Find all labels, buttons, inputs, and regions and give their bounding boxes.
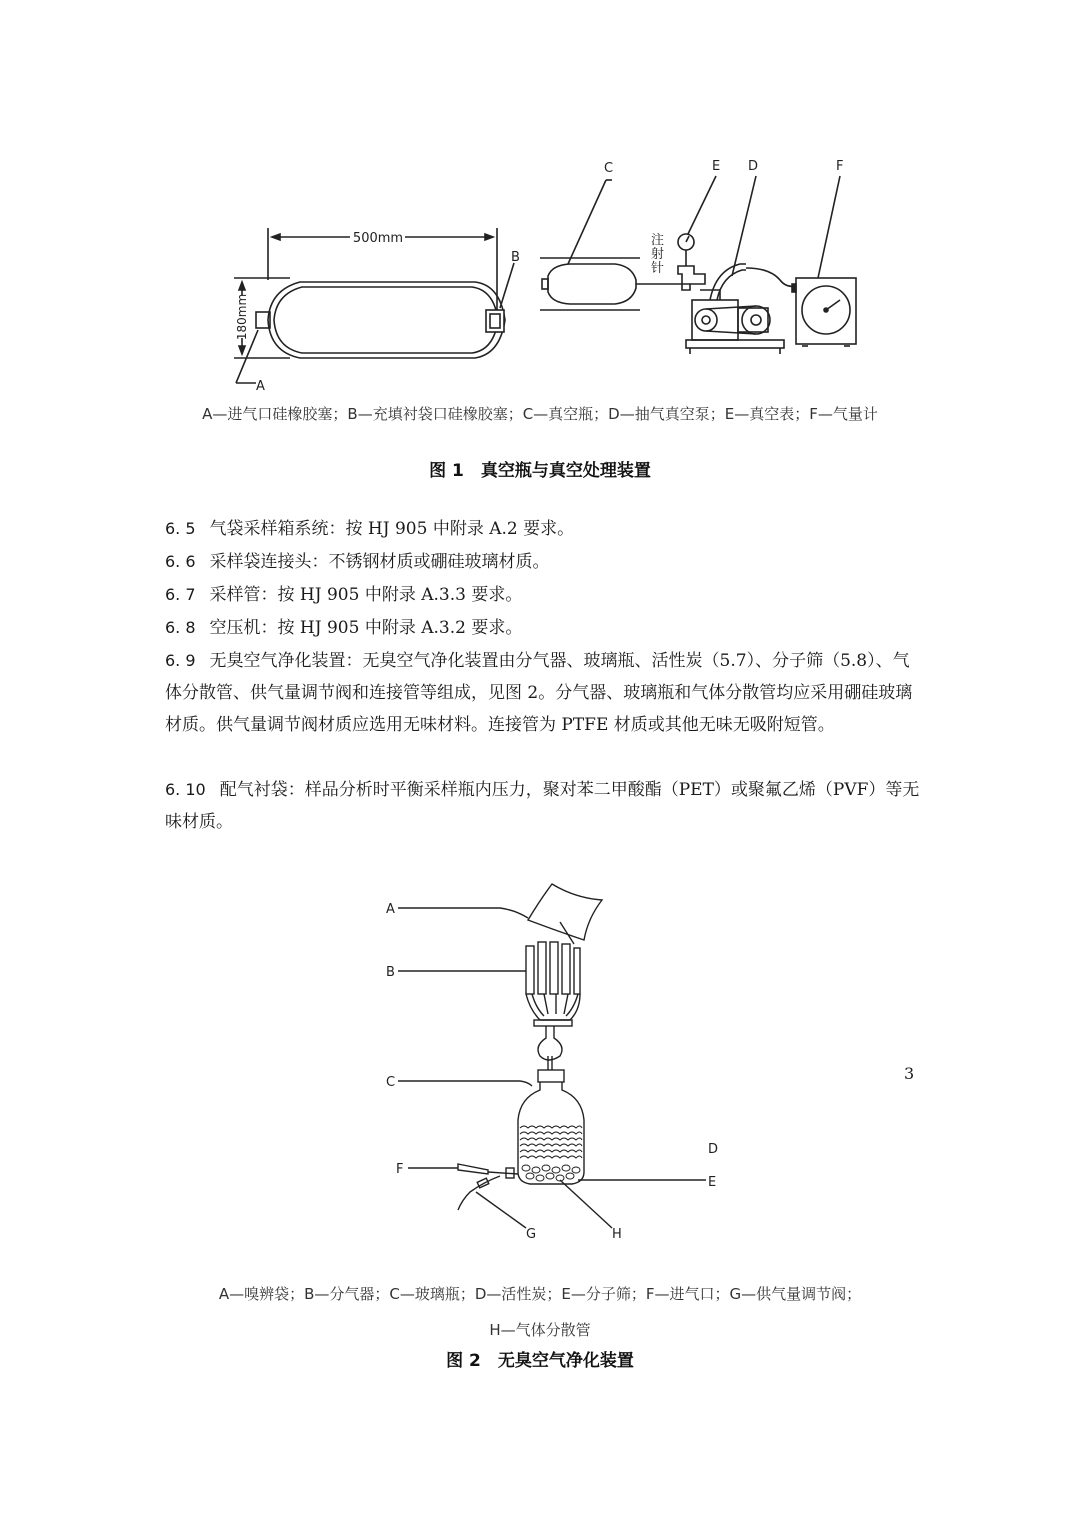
fig1-label-B: B [511,250,520,265]
dim-height-label: 180mm [235,293,249,341]
fig1-label-F: F [836,159,844,174]
figure-1-caption: 图 1 真空瓶与真空处理装置 [429,461,651,481]
section-text: 配气衬袋：样品分析时平衡采样瓶内压力，聚对苯二甲酸酯（PET）或聚氟乙烯（PVF）等无味材质。 [165,780,920,832]
figure-2-diagram [0,870,1080,1250]
molecular-sieve-layer [522,1165,580,1181]
sniffing-bag [528,884,602,944]
section-number: 6. 6 [165,552,196,571]
section-number: 6. 7 [165,585,196,604]
section-text: 采样管：按 HJ 905 中附录 A.3.3 要求。 [209,585,523,605]
vacuum-gauge [678,234,705,290]
section-6-9 [165,645,920,741]
air-inlet [408,1164,518,1178]
section-text: 气袋采样箱系统：按 HJ 905 中附录 A.2 要求。 [209,519,575,539]
activated-carbon-layer [520,1126,582,1158]
glass-bottle [518,1070,584,1184]
fig2-label-B: B [386,965,395,980]
figure-1-legend: A—进气口硅橡胶塞；B—充填衬袋口硅橡胶塞；C—真空瓶；D—抽气真空泵；E—真空表；F—气量计 [202,405,878,423]
dimension-500mm [268,228,497,310]
section-text: 无臭空气净化装置：无臭空气净化装置由分气器、玻璃瓶、活性炭（5.7）、分子筛（5.8）、气体分散管、供气量调节阀和连接管等组成，见图 2。分气器、玻璃瓶和气体分散管均应采用硼硅玻璃材质。供气量调节阀材质应选用无味材料。连接管为 PTFE 材质或其他无味无吸附短管。 [165,651,913,735]
vacuum-bottle [540,258,690,310]
needle-char-3: 针 [651,261,665,276]
fig2-label-C: C [386,1075,396,1090]
section-number: 6. 9 [165,651,196,670]
section-number: 6. 10 [165,780,206,799]
figure-2-legend-line-2: H—气体分散管 [489,1321,591,1339]
gas-meter [792,278,856,346]
section-6-10 [165,774,920,838]
dim-width-label: 500mm [352,231,404,246]
section-text: 采样袋连接头：不锈钢材质或硼硅玻璃材质。 [209,552,550,572]
gas-distributor [526,942,580,1070]
section-6-7 [165,579,920,611]
section-number: 6. 5 [165,519,196,538]
fig1-label-C: C [604,161,614,176]
fig1-label-A: A [256,379,265,394]
fig2-label-F: F [396,1162,404,1177]
needle-char-2: 射 [651,247,665,262]
fig2-label-E: E [708,1175,717,1190]
page-number: 3 [904,1064,915,1083]
figure-2-legend-line-1: A—嗅辨袋；B—分气器；C—玻璃瓶；D—活性炭；E—分子筛；F—进气口；G—供气量调节阀； [218,1285,862,1303]
vacuum-pump [686,264,784,354]
fig2-label-A: A [386,902,395,917]
vacuum-bag-capsule [256,282,505,358]
section-number: 6. 8 [165,618,196,637]
fig2-label-G: G [526,1227,537,1242]
fig2-label-D: D [708,1142,719,1157]
section-6-5 [165,513,920,545]
section-text: 空压机：按 HJ 905 中附录 A.3.2 要求。 [209,618,523,638]
section-6-8 [165,612,920,644]
section-6-6 [165,546,920,578]
needle-char-1: 注 [651,233,665,248]
fig2-label-H: H [612,1227,622,1242]
figure-2-caption: 图 2 无臭空气净化装置 [446,1351,634,1371]
fig1-label-D: D [748,159,759,174]
figure-1-diagram [0,140,1080,430]
fig1-label-E: E [712,159,721,174]
